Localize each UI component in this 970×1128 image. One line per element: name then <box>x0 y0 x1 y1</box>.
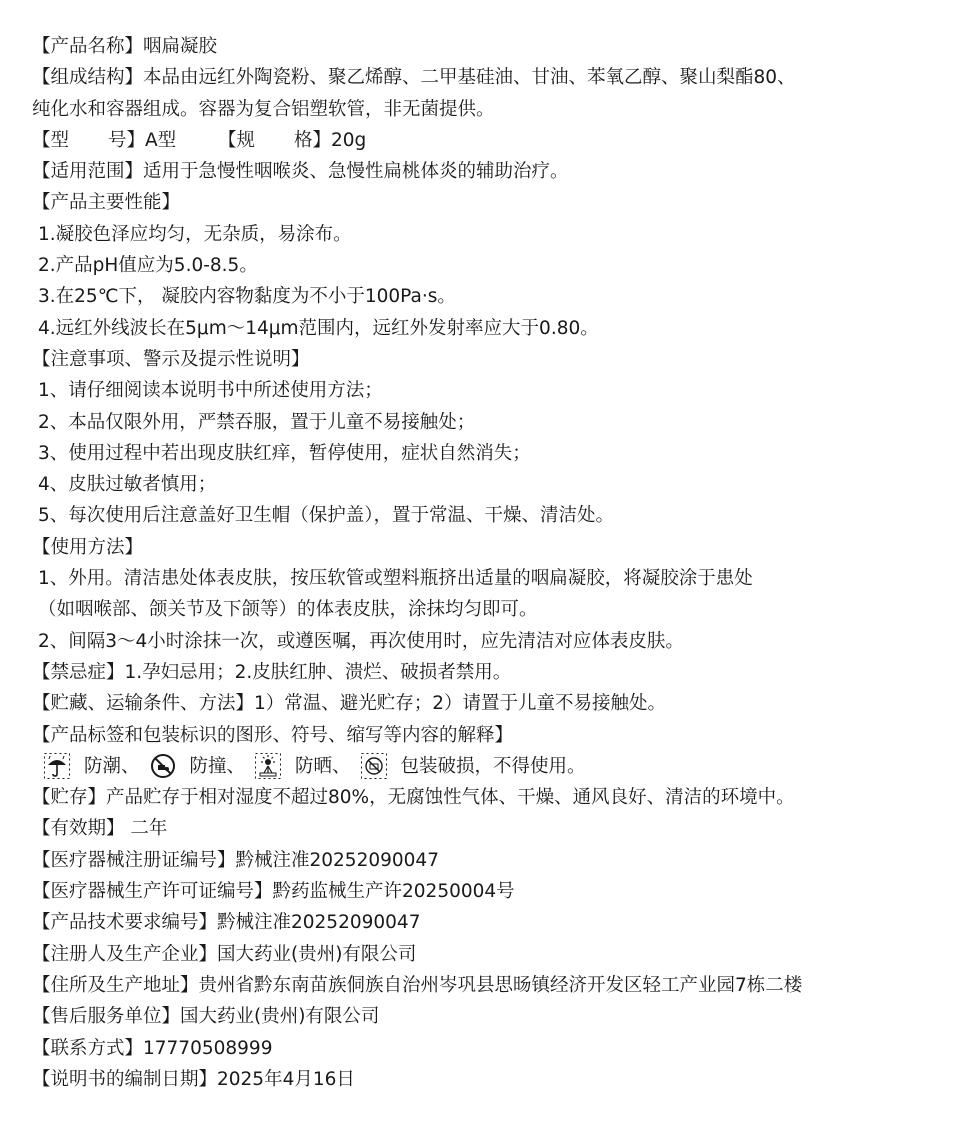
composition-line-1: 【组成结构】本品由远红外陶瓷粉、聚乙烯醇、二甲基硅油、甘油、苯氧乙醇、聚山梨酯80、 <box>32 67 796 89</box>
contact: 【联系方式】17770508999 <box>32 1037 273 1059</box>
scope: 【适用范围】适用于急慢性咽喉炎、急慢性扁桃体炎的辅助治疗。 <box>32 161 569 183</box>
model-spec-line <box>0 125 970 156</box>
performance-item: 3.在25℃下， 凝胶内容物黏度为不小于100Pa·s。 <box>38 286 456 308</box>
symbols-legend <box>0 751 970 782</box>
technical-requirement: 【产品技术要求编号】黔械注准20252090047 <box>32 912 421 934</box>
impact-proof-label: 防撞、 <box>189 755 246 777</box>
no-impact-icon <box>150 753 176 779</box>
umbrella-icon <box>44 753 70 779</box>
symbols-title: 【产品标签和包装标识的图形、符号、缩写等内容的解释】 <box>32 724 514 746</box>
notice-title: 【注意事项、警示及提示性说明】 <box>32 348 310 370</box>
notice-item: 2、本品仅限外用，严禁吞服，置于儿童不易接触处； <box>38 411 476 433</box>
usage-item: 2、间隔3～4小时涂抹一次，或遵医嘱，再次使用时，应先清洁对应体表皮肤。 <box>38 630 684 652</box>
notice-item: 4、皮肤过敏者慎用； <box>38 474 217 496</box>
usage-item-continued: （如咽喉部、颌关节及下颌等）的体表皮肤，涂抹均匀即可。 <box>38 599 538 621</box>
contraindications: 【禁忌症】1.孕妇忌用；2.皮肤红肿、溃烂、破损者禁用。 <box>32 661 512 683</box>
address: 【住所及生产地址】贵州省黔东南苗族侗族自治州岑巩县思旸镇经济开发区轻工产业园7栋二楼 <box>32 974 803 996</box>
performance-title: 【产品主要性能】 <box>32 192 181 214</box>
damaged-package-icon <box>361 753 387 779</box>
model-label: 【型 <box>32 129 70 151</box>
storage-transport: 【贮藏、运输条件、方法】1）常温、避光贮存；2）请置于儿童不易接触处。 <box>32 693 667 715</box>
registrant: 【注册人及生产企业】国大药业(贵州)有限公司 <box>32 943 417 965</box>
validity: 【有效期】 二年 <box>32 818 168 840</box>
spec-value: 格】20g <box>294 129 367 151</box>
spec-label: 【规 <box>218 129 256 151</box>
composition-line-2: 纯化水和容器组成。容器为复合铝塑软管，非无菌提供。 <box>32 98 495 120</box>
sun-icon <box>255 753 281 779</box>
performance-item: 2.产品pH值应为5.0-8.5。 <box>38 255 258 277</box>
sun-proof-label: 防晒、 <box>295 755 351 777</box>
usage-item: 1、外用。清洁患处体表皮肤，按压软管或塑料瓶挤出适量的咽扁凝胶，将凝胶涂于患处 <box>38 568 753 590</box>
compile-date: 【说明书的编制日期】2025年4月16日 <box>32 1068 355 1090</box>
model-value: 号】A型 <box>108 129 177 151</box>
production-license: 【医疗器械生产许可证编号】黔药监械生产许20250004号 <box>32 881 515 903</box>
usage-title: 【使用方法】 <box>32 536 144 558</box>
registration-number: 【医疗器械注册证编号】黔械注准20252090047 <box>32 849 439 871</box>
notice-item: 1、请仔细阅读本说明书中所述使用方法； <box>38 380 383 402</box>
moisture-proof-label: 防潮、 <box>84 755 140 777</box>
performance-item: 4.远红外线波长在5μm～14μm范围内，远红外发射率应大于0.80。 <box>38 317 599 339</box>
after-sales: 【售后服务单位】国大药业(贵州)有限公司 <box>32 1006 380 1028</box>
notice-item: 3、使用过程中若出现皮肤红痒，暂停使用，症状自然消失； <box>38 442 531 464</box>
performance-item: 1.凝胶色泽应均匀，无杂质，易涂布。 <box>38 223 352 245</box>
storage: 【贮存】产品贮存于相对湿度不超过80%，无腐蚀性气体、干燥、通风良好、清洁的环境中。 <box>32 787 795 809</box>
damaged-package-label: 包装破损，不得使用。 <box>400 755 586 777</box>
product-name: 【产品名称】咽扁凝胶 <box>32 36 218 57</box>
notice-item: 5、每次使用后注意盖好卫生帽（保护盖），置于常温、干燥、清洁处。 <box>38 505 615 527</box>
